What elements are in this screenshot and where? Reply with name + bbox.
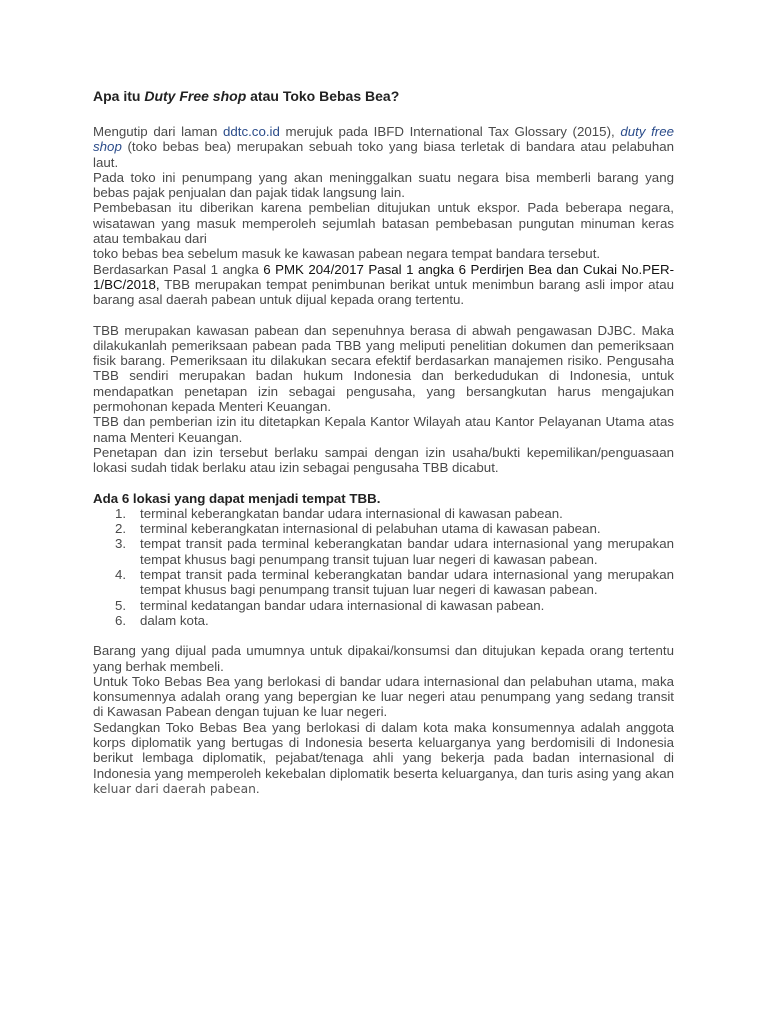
intro-paragraph-3: Pembebasan itu diberikan karena pembelian ditujukan untuk ekspor. Pada beberapa negara, wisatawan yang masuk memperoleh sejumlah batasan pembebasan pungutan minuman keras atau tembakau dari xyxy=(93,200,674,247)
spacer xyxy=(93,628,674,643)
closing-paragraph-3: Sedangkan Toko Bebas Bea yang berlokasi di dalam kota maka konsumennya adalah anggota korps diplomatik yang bertugas di Indonesia beserta keluarganya yang berdomisili di Indonesia berikut lembaga diplomatik, pejabat/tenaga ahli yang bekerja pada badan internasional di Indonesia yang memperoleh kekebalan diplomatik beserta keluarganya, dan turis asing yang akan keluar dari daerah pabean. xyxy=(93,719,674,796)
list-item: 2. terminal keberangkatan internasional di pelabuhan utama di kawasan pabean. xyxy=(115,521,601,537)
list-item: 1. terminal keberangkatan bandar udara internasional di kawasan pabean. xyxy=(115,505,563,521)
intro-paragraph-4: toko bebas bea sebelum masuk ke kawasan pabean negara tempat bandara tersebut. xyxy=(93,246,601,262)
list-item: 6. dalam kota. xyxy=(115,612,209,628)
section2-paragraph-2: TBB dan pemberian izin itu ditetapkan Kepala Kantor Wilayah atau Kantor Pelayanan Utama atas nama Menteri Keuangan. xyxy=(93,414,674,445)
locations-heading: Ada 6 lokasi yang dapat menjadi tempat TBB. xyxy=(93,490,381,506)
title-italic: Duty Free shop xyxy=(144,88,247,104)
section2-paragraph-1: TBB merupakan kawasan pabean dan sepenuhnya berasa di abwah pengawasan DJBC. Maka dilakukanlah pemeriksaan pabean pada TBB yang meliputi penelitian dokumen dan pemeriksaan fisik barang. Pemeriksaan itu dilakukan secara efektif berdasarkan manajemen risiko. Pengusaha TBB sendiri merupakan badan hukum Indonesia dan berkedudukan di Indonesia, untuk mendapatkan penetapan izin sebagai pengusaha, yang bersangkutan harus mengajukan permohonan kepada Menteri Keuangan. xyxy=(93,322,674,415)
list-item: 4. tempat transit pada terminal keberangkatan bandar udara internasional yang merupakan tempat khusus bagi penumpang transit tujuan luar negeri di kawasan pabean. xyxy=(115,567,674,598)
closing-paragraph-1: Barang yang dijual pada umumnya untuk dipakai/konsumsi dan ditujukan kepada orang tertentu yang berhak membeli. xyxy=(93,643,674,674)
closing-paragraph-2: Untuk Toko Bebas Bea yang berlokasi di bandar udara internasional dan pelabuhan utama, maka konsumennya adalah orang yang bepergian ke luar negeri atau penumpang yang sedang transit di Kawasan Pabean dengan tujuan ke luar negeri. xyxy=(93,673,674,720)
intro-paragraph-5: Berdasarkan Pasal 1 angka 6 PMK 204/2017 Pasal 1 angka 6 Perdirjen Bea dan Cukai No.PER-1/BC/2018, TBB merupakan tempat penimbunan berikat untuk menimbun barang asli impor atau barang asal daerah pabean untuk dijual kepada orang tertentu. xyxy=(93,261,674,308)
document-content xyxy=(93,88,674,797)
regulation-reference: 6 PMK 204/2017 Pasal 1 angka 6 Perdirjen Bea dan Cukai No.PER-1/BC/2018, xyxy=(93,261,674,292)
intro-paragraph-2: Pada toko ini penumpang yang akan meninggalkan suatu negara bisa memberli barang yang bebas pajak penjualan dan pajak tidak langsung lain. xyxy=(93,169,674,201)
spacer xyxy=(93,476,674,491)
list-item: 3. tempat transit pada terminal keberangkatan bandar udara internasional yang merupakan tempat khusus bagi penumpang transit tujuan luar negeri di kawasan pabean. xyxy=(115,536,674,567)
duty-free-shop-link[interactable]: duty free shop xyxy=(93,124,675,155)
intro-paragraph-1: Mengutip dari laman ddtc.co.id merujuk pada IBFD International Tax Glossary (2015), duty free shop (toko bebas bea) merupakan sebuah toko yang biasa terletak di bandara atau pelabuhan laut. xyxy=(93,124,675,170)
ddtc-link[interactable]: ddtc.co.id xyxy=(222,124,280,139)
list-item: 5. terminal kedatangan bandar udara internasional di kawasan pabean. xyxy=(115,597,545,613)
spacer xyxy=(93,308,674,323)
locations-list xyxy=(93,506,674,628)
section2-paragraph-3: Penetapan dan izin tersebut berlaku sampai dengan izin usaha/bukti kepemilikan/penguasaan lokasi sudah tidak berlaku atau izin sebagai pengusaha TBB dicabut. xyxy=(93,444,674,476)
page-title: Apa itu Duty Free shop atau Toko Bebas Bea? xyxy=(93,88,400,104)
